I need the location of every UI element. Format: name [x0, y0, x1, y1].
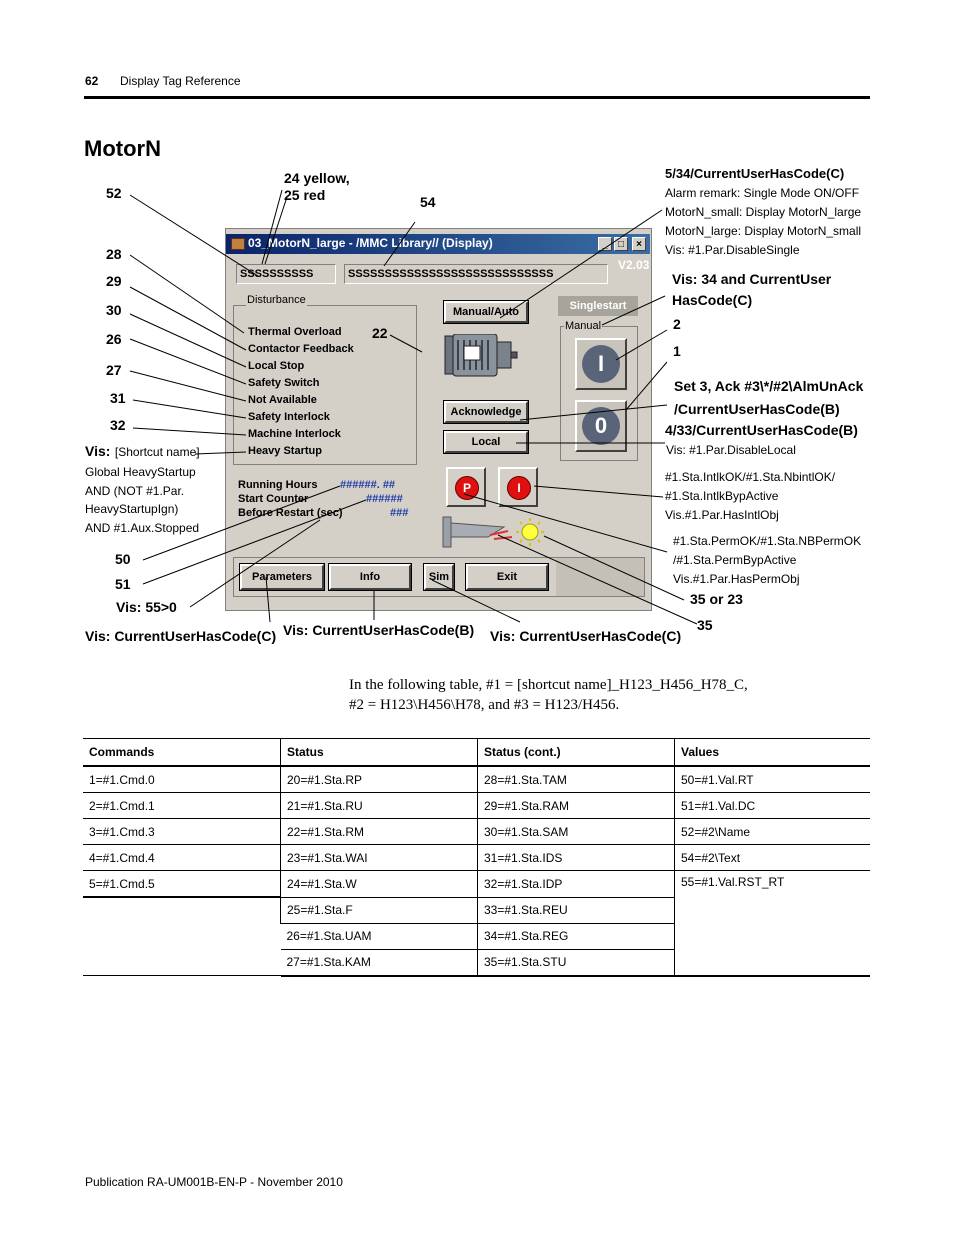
callout-35: 35 [697, 617, 713, 633]
table-cell: 54=#2\Text [675, 845, 871, 871]
callout-30: 30 [106, 302, 122, 318]
app-icon [231, 238, 245, 250]
intlk-note-3: Vis.#1.Par.HasIntlObj [665, 508, 779, 522]
table-cell: 2=#1.Cmd.1 [83, 793, 281, 819]
header-commands: Commands [83, 739, 281, 767]
exit-frame [465, 563, 549, 591]
permissive-button[interactable] [446, 467, 486, 507]
table-cell: 34=#1.Sta.REG [478, 923, 675, 949]
perm-note-2: /#1.Sta.PermBypActive [673, 553, 797, 567]
callout-vis-34-line1: Vis: 34 and CurrentUser [672, 271, 832, 287]
table-cell: 4=#1.Cmd.4 [83, 845, 281, 871]
status-safety-switch: Safety Switch [248, 377, 320, 389]
running-hours-label: Running Hours [238, 479, 318, 491]
parameters-button[interactable]: Parameters [240, 564, 324, 590]
manual-label: Manual [565, 320, 602, 332]
disturbance-label: Disturbance [247, 294, 306, 306]
callout-22: 22 [372, 325, 388, 341]
running-hours-value: ######. ## [340, 479, 396, 491]
running-header: Display Tag Reference [120, 74, 241, 88]
callout-50: 50 [115, 551, 131, 567]
start-counter-label: Start Counter [238, 493, 309, 505]
vis-heavy-startup-note [85, 443, 200, 461]
callout-vis-55: Vis: 55>0 [116, 599, 177, 615]
intro-paragraph [349, 675, 748, 715]
heavy-startup-icon [442, 515, 552, 551]
section-title: MotorN [84, 136, 161, 161]
singlestart-label: Singlestart [558, 296, 638, 316]
intlk-note-1: #1.Sta.IntlkOK/#1.Sta.NbintlOK/ [665, 470, 836, 484]
permissive-indicator: P [455, 476, 479, 500]
local-frame [443, 430, 529, 454]
motorn-small-note: MotorN_small: Display MotorN_large [665, 205, 862, 219]
perm-note-1: #1.Sta.PermOK/#1.Sta.NBPermOK [673, 534, 862, 548]
callout-vis-34-line2: HasCode(C) [672, 292, 753, 308]
start-button[interactable]: I [582, 345, 620, 383]
bottom-toolbar-blank [556, 558, 644, 596]
interlock-button[interactable] [498, 467, 538, 507]
callout-25-red: 25 red [284, 187, 326, 203]
callout-32: 32 [110, 417, 126, 433]
table-cell: 20=#1.Sta.RP [281, 766, 478, 793]
table-cell: 35=#1.Sta.STU [478, 949, 675, 976]
table-cell: 50=#1.Val.RT [675, 766, 871, 793]
sim-frame [423, 563, 455, 591]
table-cell: 5=#1.Cmd.5 [83, 871, 281, 898]
table-cell: 51=#1.Val.DC [675, 793, 871, 819]
callout-26: 26 [106, 331, 122, 347]
tag-name-field: SSSSSSSSSS [236, 264, 336, 284]
info-button[interactable]: Info [329, 564, 411, 590]
callout-1: 1 [673, 343, 681, 359]
sim-button[interactable]: Sim [424, 564, 454, 590]
callout-singlestart-title: 5/34/CurrentUserHasCode(C) [665, 166, 845, 181]
intlk-note-2: #1.Sta.IntlkBypActive [665, 489, 779, 503]
callout-51: 51 [115, 576, 131, 592]
table-cell: 24=#1.Sta.W [281, 871, 478, 898]
status-not-available: Not Available [248, 394, 317, 406]
vis-label: Vis: [85, 443, 111, 459]
manual-auto-button[interactable]: Manual/Auto [444, 301, 528, 323]
table-row [83, 819, 870, 845]
callout-24-yellow: 24 yellow, [284, 170, 350, 186]
table-row [83, 766, 870, 793]
window-title: 03_MotorN_large - /MMC Library// (Display) [248, 236, 493, 250]
table-cell: 23=#1.Sta.WAI [281, 845, 478, 871]
version-label: V2.03 [618, 258, 650, 272]
close-button[interactable]: × [632, 237, 646, 251]
page-number: 62 [85, 74, 99, 88]
table-row [83, 871, 870, 898]
vis-line-3: HeavyStartupIgn) [85, 502, 179, 516]
callout-27: 27 [106, 362, 122, 378]
callout-set3-line2: /CurrentUserHasCode(B) [674, 401, 840, 417]
table-cell: 1=#1.Cmd.0 [83, 766, 281, 793]
table-cell: 22=#1.Sta.RM [281, 819, 478, 845]
vis-line-2: AND (NOT #1.Par. [85, 484, 185, 498]
table-cell: 31=#1.Sta.IDS [478, 845, 675, 871]
table-cell-empty [83, 897, 281, 976]
table-row [83, 793, 870, 819]
callout-vis-c-parameters: Vis: CurrentUserHasCode(C) [85, 628, 277, 644]
vis-line-1: Global HeavyStartup [85, 465, 196, 479]
status-safety-interlock: Safety Interlock [248, 411, 330, 423]
parameters-frame [239, 563, 325, 591]
header-status: Status [281, 739, 478, 767]
callout-vis-b-info: Vis: CurrentUserHasCode(B) [283, 622, 475, 638]
disable-single-note: Vis: #1.Par.DisableSingle [665, 243, 800, 257]
table-cell: 21=#1.Sta.RU [281, 793, 478, 819]
table-cell: 33=#1.Sta.REU [478, 897, 675, 923]
header-rule [84, 96, 870, 99]
table-cell: 55=#1.Val.RST_RT [675, 871, 871, 976]
perm-note-3: Vis.#1.Par.HasPermObj [673, 572, 800, 586]
start-counter-value: ###### [366, 493, 403, 505]
status-contactor-feedback: Contactor Feedback [248, 343, 354, 355]
before-restart-value: ### [390, 507, 409, 519]
table-cell: 3=#1.Cmd.3 [83, 819, 281, 845]
table-cell: 29=#1.Sta.RAM [478, 793, 675, 819]
page-footer: Publication RA-UM001B-EN-P - November 2010 [85, 1175, 343, 1189]
acknowledge-button[interactable]: Acknowledge [444, 401, 528, 423]
stop-button-frame [575, 400, 627, 452]
header-status-cont: Status (cont.) [478, 739, 675, 767]
vis-line-4: AND #1.Aux.Stopped [85, 521, 200, 535]
table-cell: 28=#1.Sta.TAM [478, 766, 675, 793]
motor-icon [444, 334, 518, 380]
disable-local-note: Vis: #1.Par.DisableLocal [666, 443, 796, 457]
table-cell: 32=#1.Sta.IDP [478, 871, 675, 898]
before-restart-label: Before Restart (sec) [238, 507, 343, 519]
table-cell: 52=#2\Name [675, 819, 871, 845]
info-frame [328, 563, 412, 591]
tag-reference-table [83, 738, 870, 977]
callout-35-or-23: 35 or 23 [690, 591, 743, 607]
callout-52: 52 [106, 185, 122, 201]
callout-31: 31 [110, 390, 126, 406]
alarm-remark-note: Alarm remark: Single Mode ON/OFF [665, 186, 860, 200]
table-cell: 30=#1.Sta.SAM [478, 819, 675, 845]
callout-set3-line1: Set 3, Ack #3\*/#2\AlmUnAck [674, 378, 864, 394]
acknowledge-frame [443, 400, 529, 424]
start-button-frame [575, 338, 627, 390]
intro-line-1: In the following table, #1 = [shortcut name]_H123_H456_H78_C, [349, 677, 748, 693]
callout-vis-c-sim: Vis: CurrentUserHasCode(C) [490, 628, 682, 644]
callout-28: 28 [106, 246, 122, 262]
status-heavy-startup: Heavy Startup [248, 445, 322, 457]
tag-text-field: SSSSSSSSSSSSSSSSSSSSSSSSSSSS [344, 264, 608, 284]
table-cell: 26=#1.Sta.UAM [281, 923, 478, 949]
interlock-indicator: I [507, 476, 531, 500]
stop-button[interactable]: 0 [582, 407, 620, 445]
callout-54: 54 [420, 194, 436, 210]
status-local-stop: Local Stop [248, 360, 305, 372]
table-cell: 25=#1.Sta.F [281, 897, 478, 923]
local-button[interactable]: Local [444, 431, 528, 453]
callout-29: 29 [106, 273, 122, 289]
status-thermal-overload: Thermal Overload [248, 326, 342, 338]
table-header-row [83, 739, 870, 767]
minimize-button[interactable]: _ [598, 237, 612, 251]
exit-button[interactable]: Exit [466, 564, 548, 590]
header-values: Values [675, 739, 871, 767]
motorn-large-note: MotorN_large: Display MotorN_small [665, 224, 862, 238]
table-cell: 27=#1.Sta.KAM [281, 949, 478, 976]
manual-auto-frame [443, 300, 529, 324]
callout-4-33: 4/33/CurrentUserHasCode(B) [665, 422, 858, 438]
table-row [83, 845, 870, 871]
maximize-button[interactable]: □ [614, 237, 628, 251]
status-machine-interlock: Machine Interlock [248, 428, 341, 440]
vis-shortcut: [Shortcut name] [114, 445, 200, 459]
callout-2: 2 [673, 316, 681, 332]
intro-line-2: #2 = H123\H456\H78, and #3 = H123/H456. [349, 697, 620, 713]
